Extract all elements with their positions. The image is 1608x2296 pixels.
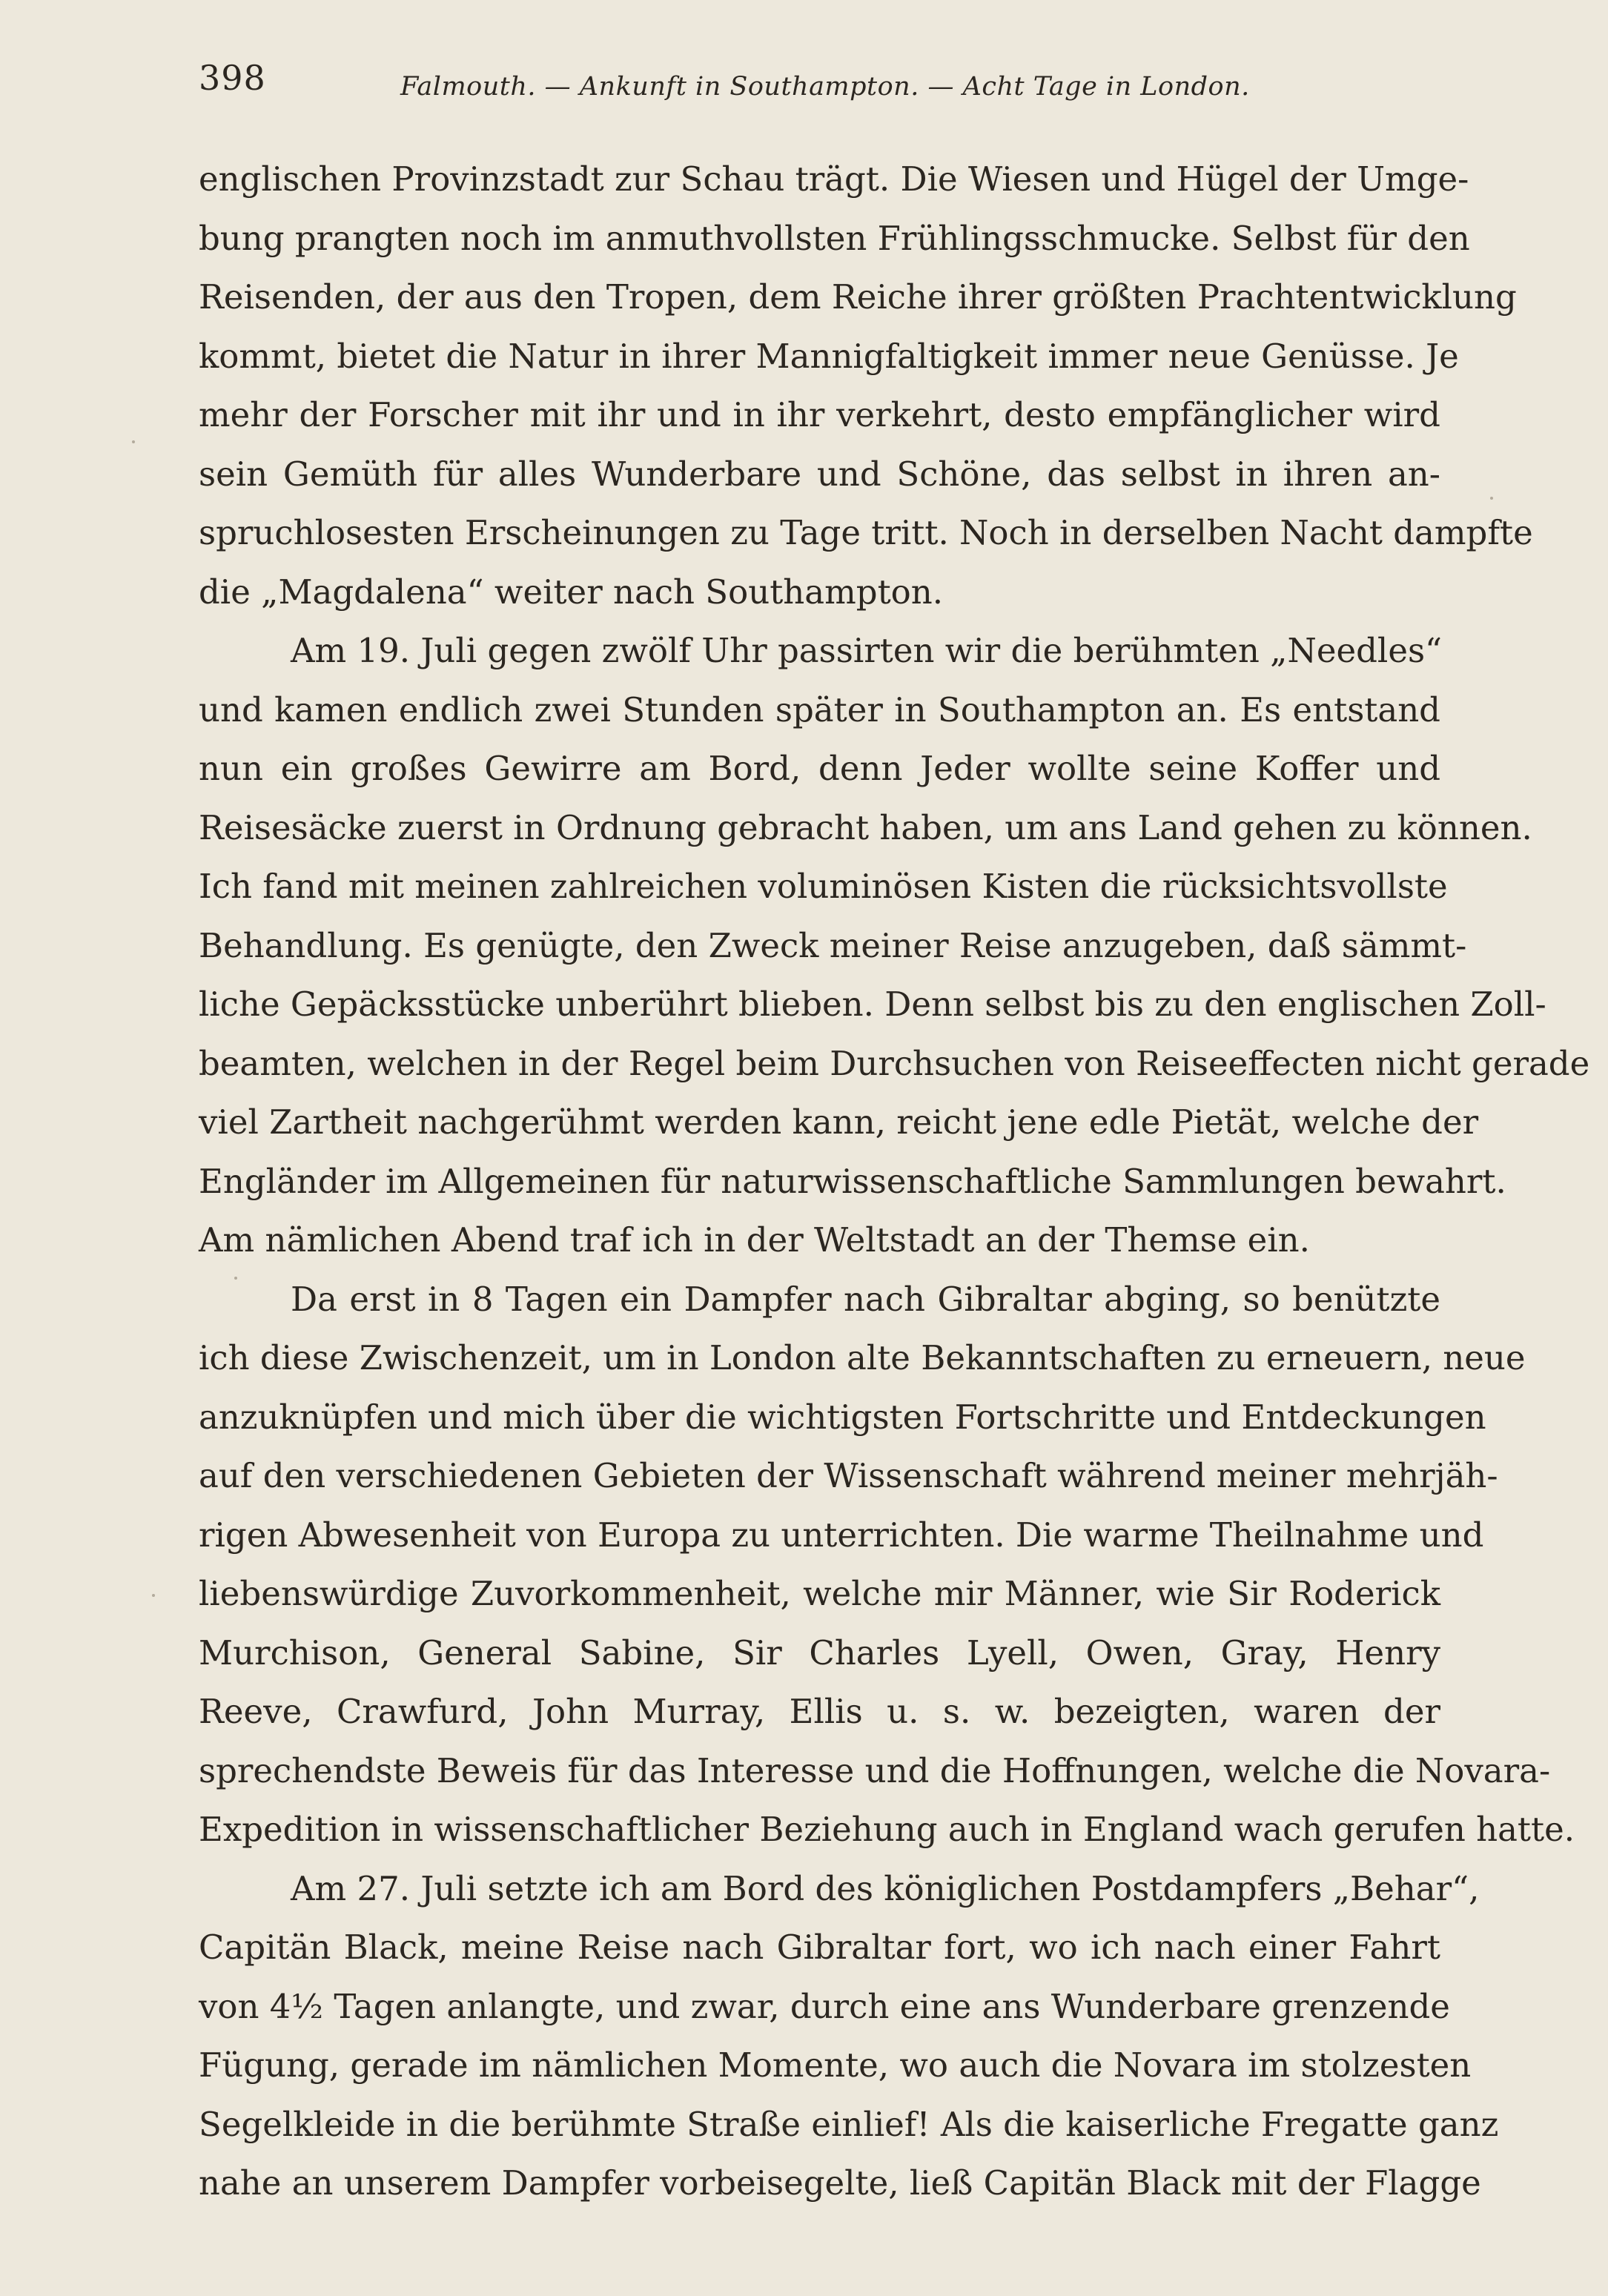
page-number: 398 xyxy=(199,58,266,98)
text-line: Behandlung. Es genügte, den Zweck meiner Reise anzugeben, daß sämmt- xyxy=(199,925,1467,965)
paper-speck xyxy=(152,1594,155,1597)
text-line: ich diese Zwischenzeit, um in London alte Bekanntschaften zu erneuern, neue xyxy=(199,1338,1526,1377)
text-line: nun ein großes Gewirre am Bord, denn Jeder wollte seine Koffer und xyxy=(199,749,1440,788)
paper-speck xyxy=(1490,497,1493,500)
paragraph-start-line: Am 27. Juli setzte ich am Bord des königlichen Postdampfers „Behar“, xyxy=(291,1868,1480,1908)
text-line: spruchlosesten Erscheinungen zu Tage tritt. Noch in derselben Nacht dampfte xyxy=(199,513,1533,552)
text-line: beamten, welchen in der Regel beim Durchsuchen von Reiseeffecten nicht gerade xyxy=(199,1043,1590,1083)
text-line: anzuknüpfen und mich über die wichtigsten Fortschritte und Entdeckungen xyxy=(199,1397,1486,1437)
text-line: Segelkleide in die berühmte Straße einlief! Als die kaiserliche Fregatte ganz xyxy=(199,2104,1499,2144)
text-line: rigen Abwesenheit von Europa zu unterrichten. Die warme Theilnahme und xyxy=(199,1515,1484,1555)
paper-speck xyxy=(234,1277,237,1280)
text-line: nahe an unserem Dampfer vorbeisegelte, ließ Capitän Black mit der Flagge xyxy=(199,2163,1481,2203)
text-line: Reisesäcke zuerst in Ordnung gebracht haben, um ans Land gehen zu können. xyxy=(199,807,1532,847)
text-line: Expedition in wissenschaftlicher Beziehung auch in England wach gerufen hatte. xyxy=(199,1810,1575,1849)
text-line: liche Gepäcksstücke unberührt blieben. Denn selbst bis zu den englischen Zoll- xyxy=(199,985,1546,1024)
text-line: mehr der Forscher mit ihr und in ihr verkehrt, desto empfänglicher wird xyxy=(199,395,1440,434)
text-line: sprechendste Beweis für das Interesse und die Hoffnungen, welche die Novara- xyxy=(199,1750,1551,1790)
text-line: kommt, bietet die Natur in ihrer Mannigfaltigkeit immer neue Genüsse. Je xyxy=(199,336,1459,376)
text-line: englischen Provinzstadt zur Schau trägt. Die Wiesen und Hügel der Umge- xyxy=(199,159,1469,199)
text-line: bung prangten noch im anmuthvollsten Frühlingsschmucke. Selbst für den xyxy=(199,218,1470,258)
text-line: von 4½ Tagen anlangte, und zwar, durch eine ans Wunderbare grenzende xyxy=(199,1986,1450,2026)
text-line: sein Gemüth für alles Wunderbare und Schöne, das selbst in ihren an- xyxy=(199,454,1440,494)
text-line: Reeve, Crawfurd, John Murray, Ellis u. s. w. bezeigten, waren der xyxy=(199,1692,1440,1731)
text-line: Engländer im Allgemeinen für naturwissenschaftliche Sammlungen bewahrt. xyxy=(199,1161,1506,1201)
text-line: viel Zartheit nachgerühmt werden kann, reicht jene edle Pietät, welche der xyxy=(199,1102,1479,1142)
text-line: Ich fand mit meinen zahlreichen voluminösen Kisten die rücksichtsvollste xyxy=(199,867,1448,906)
running-head: Falmouth. — Ankunft in Southampton. — Acht Tage in London. xyxy=(400,72,1250,102)
text-line: die „Magdalena“ weiter nach Southampton. xyxy=(199,572,944,612)
text-line: liebenswürdige Zuvorkommenheit, welche mir Männer, wie Sir Roderick xyxy=(199,1574,1440,1613)
paragraph-start-line: Am 19. Juli gegen zwölf Uhr passirten wir die berühmten „Needles“ xyxy=(291,631,1443,670)
text-line: Reisenden, der aus den Tropen, dem Reiche ihrer größten Prachtentwicklung xyxy=(199,277,1517,317)
paragraph-start-line: Da erst in 8 Tagen ein Dampfer nach Gibraltar abging, so benützte xyxy=(291,1279,1440,1319)
text-line: Am nämlichen Abend traf ich in der Weltstadt an der Themse ein. xyxy=(199,1220,1310,1260)
text-line: auf den verschiedenen Gebieten der Wissenschaft während meiner mehrjäh- xyxy=(199,1456,1498,1495)
text-line: und kamen endlich zwei Stunden später in Southampton an. Es entstand xyxy=(199,689,1440,730)
text-line: Capitän Black, meine Reise nach Gibraltar fort, wo ich nach einer Fahrt xyxy=(199,1928,1440,1967)
paper-speck xyxy=(132,440,135,443)
text-line: Fügung, gerade im nämlichen Momente, wo auch die Novara im stolzesten xyxy=(199,2045,1472,2085)
text-line: Murchison, General Sabine, Sir Charles Lyell, Owen, Gray, Henry xyxy=(199,1632,1440,1673)
body-text xyxy=(199,150,1590,2213)
